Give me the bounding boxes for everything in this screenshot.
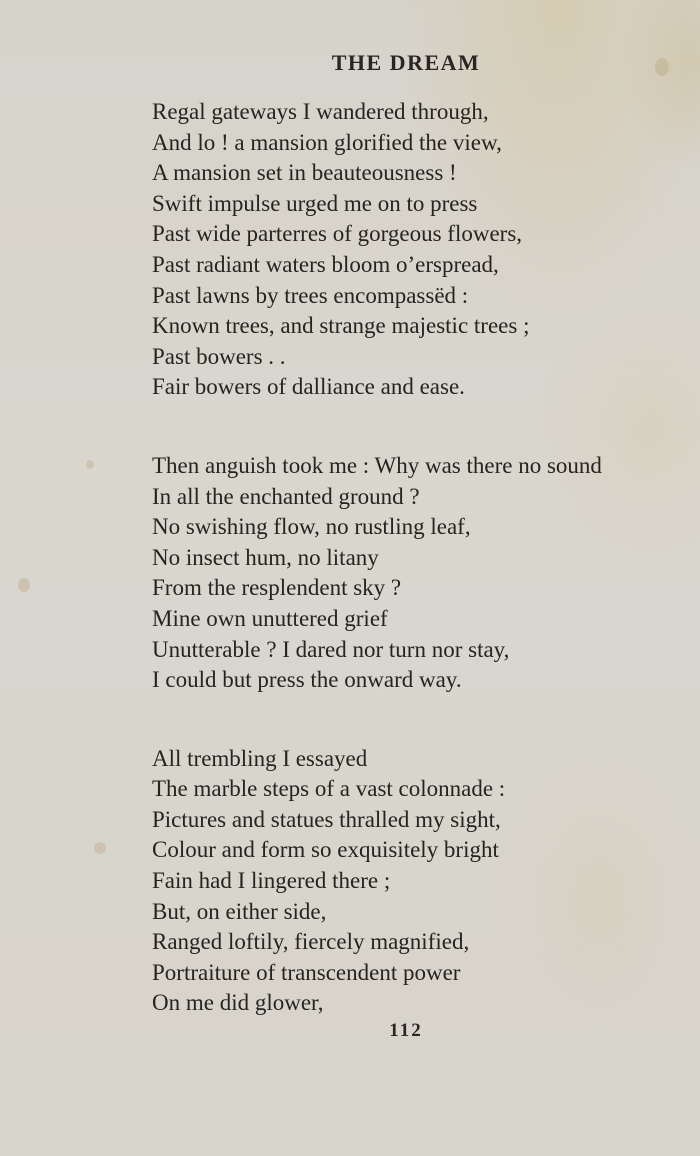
poem-line: Past radiant waters bloom o’erspread, bbox=[152, 251, 499, 277]
poem-line: A mansion set in beauteousness ! bbox=[152, 160, 457, 186]
poem-line: Past bowers . . bbox=[152, 343, 286, 369]
page-number: 112 bbox=[389, 1020, 423, 1041]
stanza bbox=[152, 451, 692, 696]
poem-line: No insect hum, no litany bbox=[152, 544, 379, 570]
poem-line: Ranged loftily, fiercely magnified, bbox=[152, 929, 470, 955]
poem-body bbox=[152, 97, 692, 1019]
poem-line: Regal gateways I wandered through, bbox=[152, 99, 489, 124]
foxing-spot bbox=[86, 460, 94, 469]
poem-line: Unutterable ? I dared nor turn nor stay, bbox=[152, 636, 510, 662]
poem-line: Portraiture of transcendent power bbox=[152, 959, 461, 985]
poem-line: Then anguish took me : Why was there no sound bbox=[152, 452, 602, 478]
poem-line: From the resplendent sky ? bbox=[152, 575, 402, 601]
poem-line: Fair bowers of dalliance and ease. bbox=[152, 374, 465, 400]
poem-line: Pictures and statues thralled my sight, bbox=[152, 806, 501, 832]
poem-line: Past lawns by trees encompassëd : bbox=[152, 282, 469, 308]
poem-line: But, on either side, bbox=[152, 898, 327, 924]
stanza bbox=[152, 744, 692, 1019]
poem-line: In all the enchanted ground ? bbox=[152, 483, 420, 509]
poem-line: Known trees, and strange majestic trees ; bbox=[152, 313, 530, 339]
poem-line: I could but press the onward way. bbox=[152, 667, 462, 693]
poem-line: And lo ! a mansion glorified the view, bbox=[152, 129, 502, 155]
stanza bbox=[152, 97, 692, 403]
poem-line: Swift impulse urged me on to press bbox=[152, 190, 478, 216]
poem-line: All trembling I essayed bbox=[152, 745, 368, 771]
poem-line: No swishing flow, no rustling leaf, bbox=[152, 514, 471, 540]
poem-line: The marble steps of a vast colonnade : bbox=[152, 776, 506, 802]
poem-line: On me did glower, bbox=[152, 990, 324, 1016]
foxing-spot bbox=[94, 842, 106, 854]
poem-line: Past wide parterres of gorgeous flowers, bbox=[152, 221, 523, 247]
running-head: THE DREAM bbox=[331, 50, 481, 75]
foxing-spot bbox=[18, 578, 30, 592]
poem-line: Colour and form so exquisitely bright bbox=[152, 837, 499, 863]
poem-line: Mine own unuttered grief bbox=[152, 605, 388, 631]
poem-line: Fain had I lingered there ; bbox=[152, 868, 391, 894]
